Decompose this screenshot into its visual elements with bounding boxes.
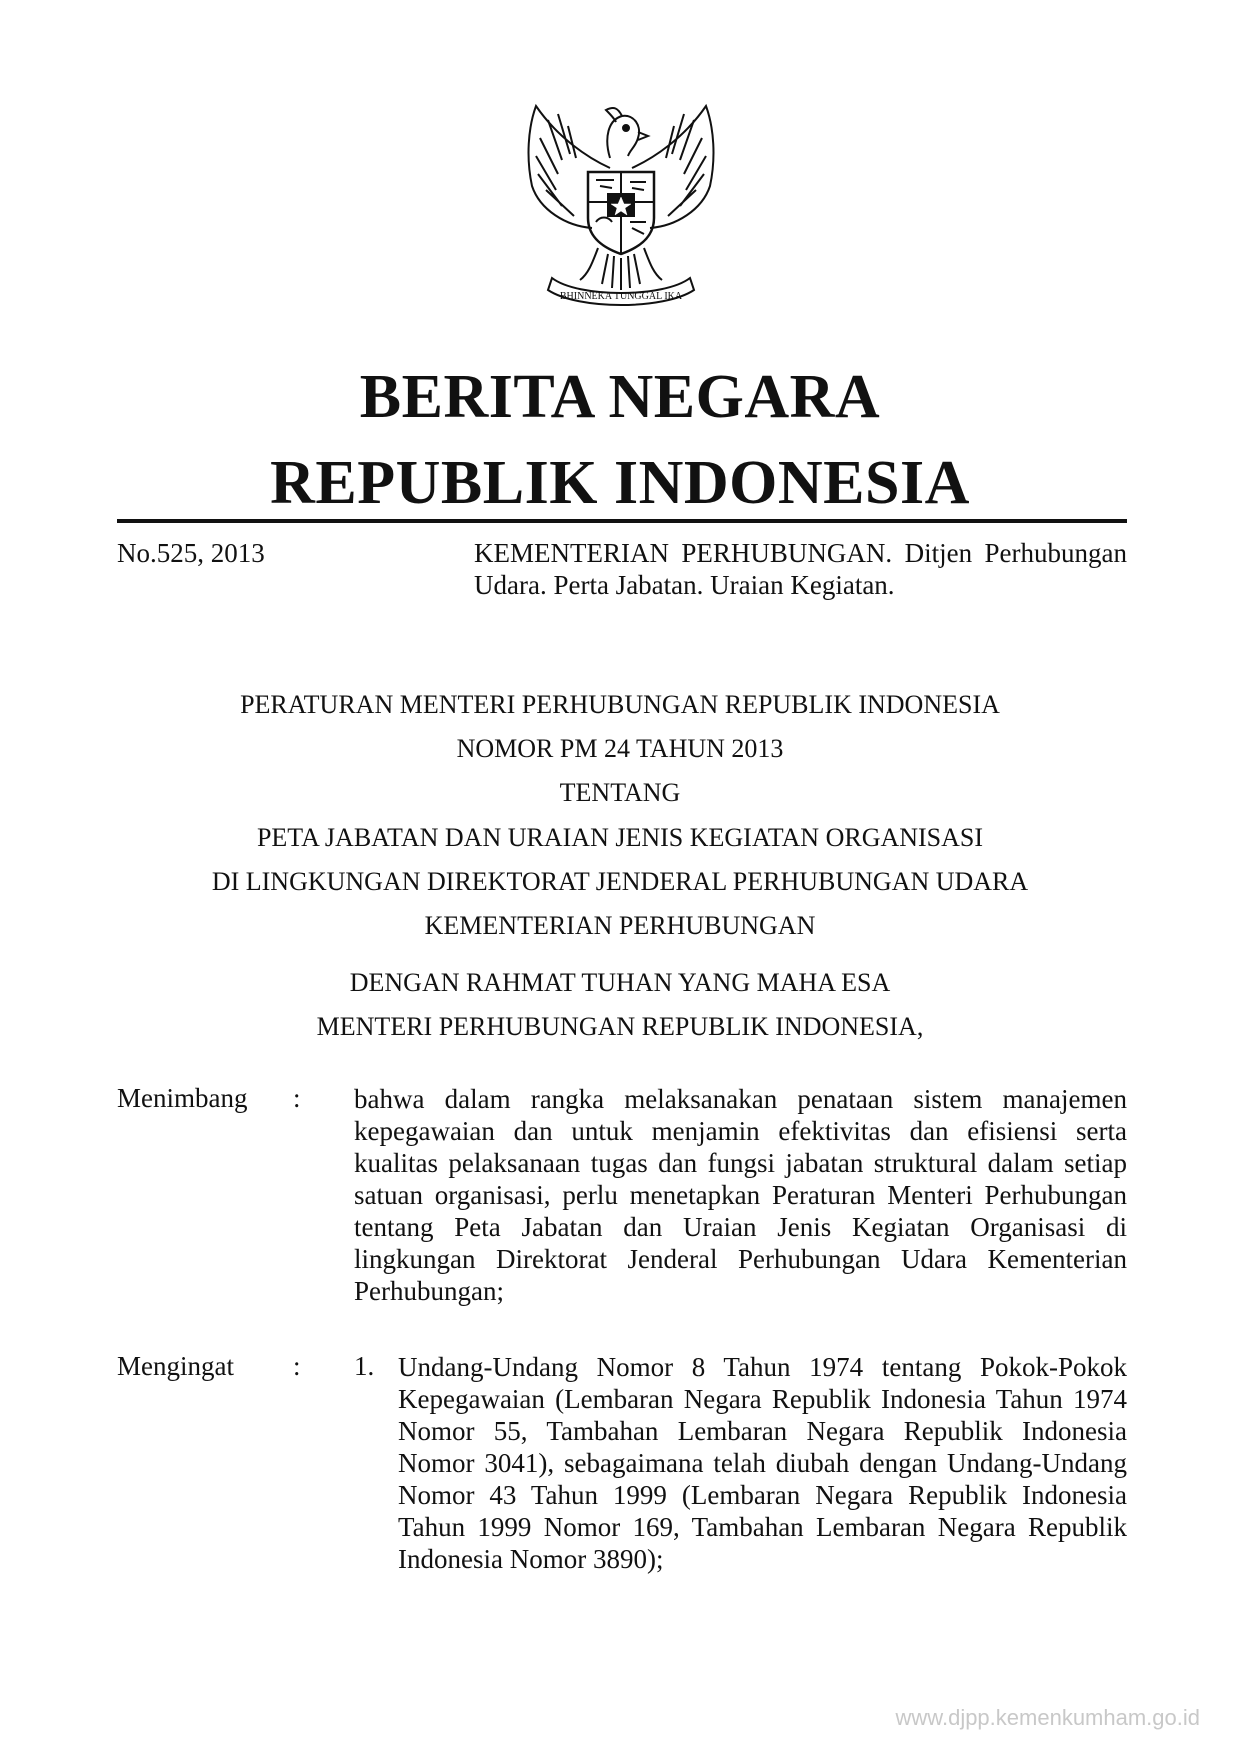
regulation-title: PERATURAN MENTERI PERHUBUNGAN REPUBLIK INDONESIA [240, 690, 1000, 719]
regulation-subject-line1: PETA JABATAN DAN URAIAN JENIS KEGIATAN ORGANISASI [256, 823, 984, 852]
regulation-number: NOMOR PM 24 TAHUN 2013 [456, 734, 784, 763]
footer-watermark-url: www.djpp.kemenkumham.go.id [895, 1705, 1200, 1730]
regulation-subject-line3: KEMENTERIAN PERHUBUNGAN [424, 911, 816, 940]
mengingat-item-text: Undang-Undang Nomor 8 Tahun 1974 tentang Pokok-Pokok Kepegawaian (Lembaran Negara Republik Indonesia Tahun 1974 Nomor 55, Tambahan Lembaran Negara Republik Indonesia Nomor 3041), sebagaimana telah diubah dengan Undang-Undang Nomor 43 Tahun 1999 (Lembaran Negara Republik Indonesia Tahun 1999 Nomor 169, Tambahan Lembaran Negara Republik Indonesia Nomor 3890); [398, 1352, 1127, 1574]
header-divider [117, 519, 1127, 523]
masthead-title-line2: REPUBLIK INDONESIA [270, 449, 970, 517]
regulation-tentang: TENTANG [559, 778, 681, 807]
gazette-subject: KEMENTERIAN PERHUBUNGAN. Ditjen Perhubungan Udara. Perta Jabatan. Uraian Kegiatan. [474, 538, 1127, 600]
menimbang-colon: : [293, 1083, 301, 1113]
mengingat-label: Mengingat [117, 1351, 234, 1381]
masthead-title-line1: BERITA NEGARA [359, 363, 881, 431]
mengingat-colon: : [293, 1351, 301, 1381]
mengingat-item-number: 1. [354, 1351, 375, 1381]
menimbang-label: Menimbang [117, 1083, 248, 1113]
menimbang-text: bahwa dalam rangka melaksanakan penataan sistem manajemen kepegawaian dan untuk menjamin efektivitas dan efisiensi serta kualitas pelaksanaan tugas dan fungsi jabatan struktural dalam setiap satuan organisasi, perlu menetapkan Peraturan Menteri Perhubungan tentang Peta Jabatan dan Uraian Jenis Kegiatan Organisasi di lingkungan Direktorat Jenderal Perhubungan Udara Kementerian Perhubungan; [354, 1084, 1127, 1306]
gazette-number: No.525, 2013 [117, 538, 265, 568]
preamble-invocation: DENGAN RAHMAT TUHAN YANG MAHA ESA [349, 968, 891, 997]
regulation-subject-line2: DI LINGKUNGAN DIREKTORAT JENDERAL PERHUBUNGAN UDARA [211, 867, 1029, 896]
emblem-motto: BHINNEKA TUNGGAL IKA [559, 291, 683, 302]
garuda-emblem-icon [518, 98, 724, 310]
preamble-minister: MENTERI PERHUBUNGAN REPUBLIK INDONESIA, [316, 1012, 924, 1041]
